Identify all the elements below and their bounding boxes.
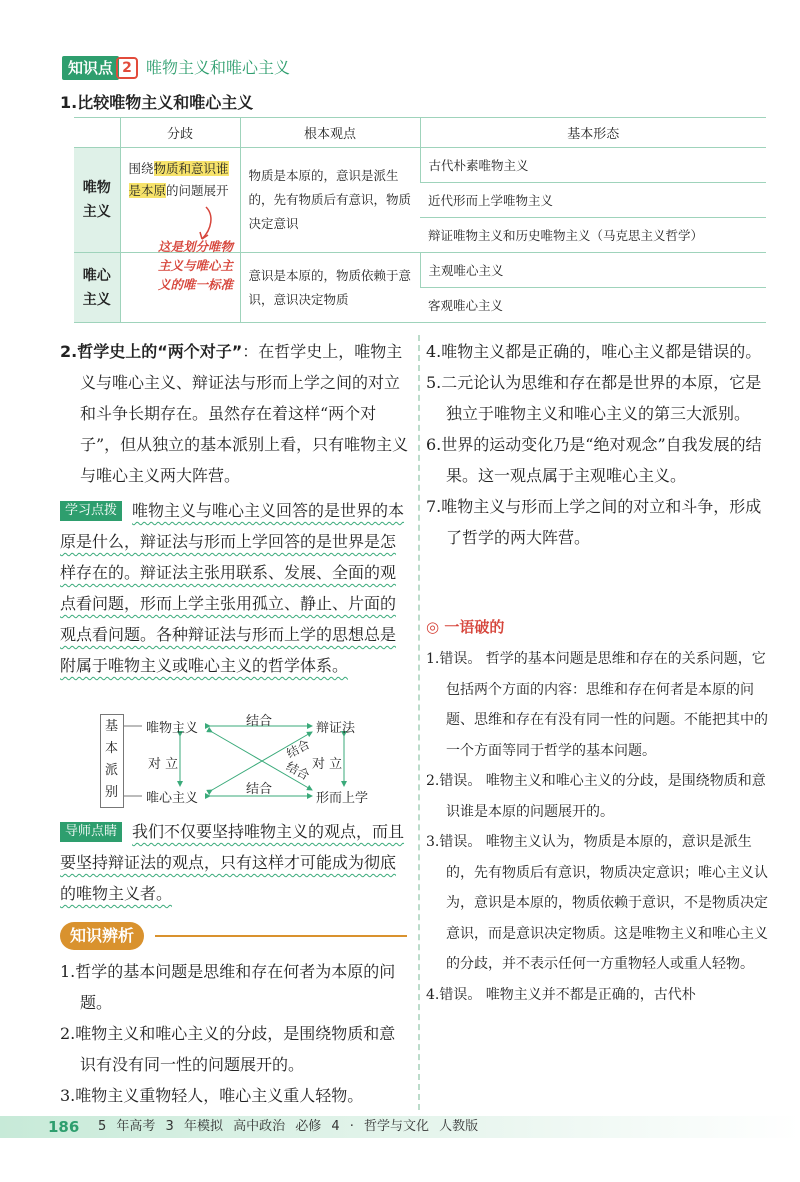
knowledge-analysis-list bbox=[60, 956, 410, 1111]
answer-item: 4.错误。 唯物主义并不都是正确的，古代朴 bbox=[426, 986, 696, 1003]
list-item: 2.唯物主义和唯心主义的分歧，是围绕物质和意识有没有同一性的问题展开的。 bbox=[60, 1024, 396, 1074]
study-tip: 学习点拨 唯物主义与唯心主义回答的是世界的本原是什么，辩证法与形而上学回答的是世界是怎样存在的。辩证法主张用联系、发展、全面的观点看问题，形而上学主张用孤立、静止、片面的观点看问题。各种辩证法与形而上学的思想总是附属于唯物主义或唯心主义的哲学体系。 bbox=[60, 501, 405, 675]
table-header: 分歧 bbox=[120, 118, 240, 148]
form-cell: 主观唯心主义 bbox=[420, 253, 766, 288]
diagram-node-materialism: 唯物主义 bbox=[146, 721, 199, 736]
list-item: 6.世界的运动变化乃是“绝对观念”自我发展的结果。这一观点属于主观唯心主义。 bbox=[426, 435, 762, 485]
list-item: 5.二元论认为思维和存在都是世界的本原，它是独立于唯物主义和唯心主义的第三大派别。 bbox=[426, 373, 762, 423]
knowledge-point-number: 2 bbox=[116, 57, 138, 79]
table-corner bbox=[74, 118, 120, 148]
diagram-label-combine: 结合 bbox=[284, 737, 313, 761]
study-tip-tag: 学习点拨 bbox=[60, 501, 122, 521]
diagram-node-metaphysics: 形而上学 bbox=[316, 791, 369, 806]
page-number: 186 bbox=[48, 1118, 80, 1136]
view-cell: 物质是本原的，意识是派生的，先有物质后有意识，物质决定意识 bbox=[240, 148, 420, 253]
form-cell: 辩证唯物主义和历史唯物主义（马克思主义哲学） bbox=[420, 218, 766, 253]
target-icon: ◎ bbox=[426, 618, 440, 636]
diagram-label-oppose: 对 立 bbox=[312, 757, 343, 772]
table-row bbox=[74, 148, 766, 183]
knowledge-analysis-badge: 知识辨析 bbox=[60, 922, 144, 950]
diagram-node-dialectics: 辩证法 bbox=[316, 721, 356, 736]
view-cell: 意识是本原的，物质依赖于意识，意识决定物质 bbox=[240, 253, 420, 323]
page-title: 唯物主义和唯心主义 bbox=[146, 58, 291, 77]
answer-item: 3.错误。 唯物主义认为，物质是本原的，意识是派生的，先有物质后有意识，物质决定意识；唯心主义认为，意识是本原的，物质依赖于意识，不是物质决定意识，而是意识决定物质。这是唯物主义和唯心主义的分歧，并不表示任何一方重物轻人或重人轻物。 bbox=[426, 834, 768, 972]
form-cell: 近代形而上学唯物主义 bbox=[420, 183, 766, 218]
diagram-label-oppose: 对 立 bbox=[148, 757, 179, 772]
knowledge-point-badge: 知识点 bbox=[62, 56, 119, 80]
handwritten-note: 这是划分唯物主义与唯心主义的唯一标准 bbox=[158, 239, 234, 292]
diagram-label-combine: 结合 bbox=[246, 714, 273, 729]
form-cell: 古代朴素唯物主义 bbox=[420, 148, 766, 183]
knowledge-analysis-rule bbox=[155, 935, 407, 937]
diagram-box-label: 基 本 派 别 bbox=[105, 719, 119, 800]
row-header-materialism: 唯物 主义 bbox=[74, 148, 120, 253]
basic-schools-diagram bbox=[100, 712, 390, 812]
mentor-tip-tag: 导师点睛 bbox=[60, 822, 122, 842]
diagram-node-idealism: 唯心主义 bbox=[146, 791, 199, 806]
footer-text: 5 年高考 3 年模拟 高中政治 必修 4 · 哲学与文化 人教版 bbox=[98, 1119, 479, 1134]
highlighted-text: 物质和意识谁是本原 bbox=[128, 161, 229, 198]
diagram-label-combine: 结合 bbox=[283, 759, 312, 783]
table-header: 基本形态 bbox=[420, 118, 766, 148]
table-header: 根本观点 bbox=[240, 118, 420, 148]
section-title: 1.比较唯物主义和唯心主义 bbox=[60, 93, 254, 112]
diagram-label-combine: 结合 bbox=[246, 782, 273, 797]
answers-list bbox=[426, 644, 771, 1010]
left-column bbox=[60, 336, 410, 681]
divergence-cell: 围绕物质和意识谁是本原的问题展开 bbox=[120, 148, 240, 253]
list-item: 4.唯物主义都是正确的，唯心主义都是错误的。 bbox=[426, 342, 762, 361]
one-word-header: ◎ 一语破的 bbox=[426, 618, 505, 636]
list-item: 7.唯物主义与形而上学之间的对立和斗争，形成了哲学的两大阵营。 bbox=[426, 497, 762, 547]
table-header-row bbox=[74, 118, 766, 148]
point-2: 2.哲学史上的“两个对子”：在哲学史上，唯物主义与唯心主义、辩证法与形而上学之间的对立和斗争长期存在。虽然存在着这样“两个对子”，但从独立的基本派别上看，只有唯物主义与唯心主义两大阵营。 bbox=[60, 342, 409, 485]
column-divider bbox=[418, 335, 420, 1110]
row-header-idealism: 唯心 主义 bbox=[74, 253, 120, 323]
right-column bbox=[426, 336, 771, 553]
list-item: 3.唯物主义重物轻人，唯心主义重人轻物。 bbox=[60, 1086, 364, 1105]
answer-item: 2.错误。 唯物主义和唯心主义的分歧，是围绕物质和意识谁是本原的问题展开的。 bbox=[426, 773, 766, 820]
list-item: 1.哲学的基本问题是思维和存在何者为本原的问题。 bbox=[60, 962, 396, 1012]
answer-item: 1.错误。 哲学的基本问题是思维和存在的关系问题，它包括两个方面的内容：思维和存在何者是本原的问题、思维和存在有没有同一性的问题。不能把其中的一个方面等同于哲学的基本问题。 bbox=[426, 651, 768, 759]
form-cell: 客观唯心主义 bbox=[420, 288, 766, 323]
mentor-tip: 导师点睛 我们不仅要坚持唯物主义的观点，而且要坚持辩证法的观点，只有这样才可能成为彻底的唯物主义者。 bbox=[60, 822, 405, 903]
